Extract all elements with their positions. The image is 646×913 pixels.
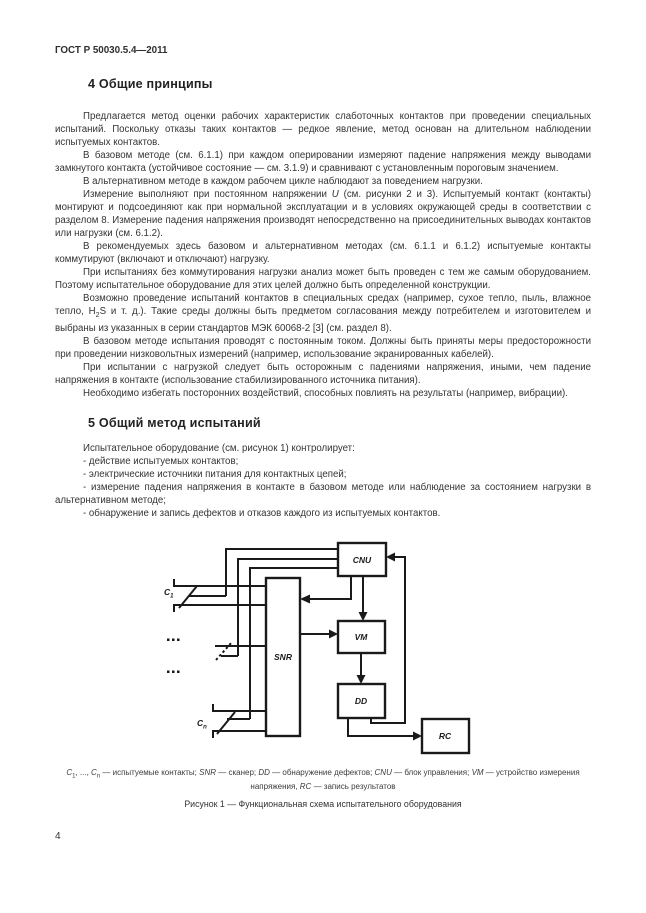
arrow-into-vm-top [359, 612, 368, 621]
rc-label: RC [438, 730, 452, 741]
mid-lever-dashed [216, 642, 232, 660]
paragraph [55, 468, 591, 481]
text-segment: В альтернативном методе в каждом рабочем цикле наблюдают за поведением нагрузки. [83, 176, 483, 187]
text-segment: В базовом методе (см. 6.1.1) при каждом оперировании измеряют падение напряжения между выводами замкнутого контакта (устойчивое состояние — см. 3.1.9) и сравнивают с установленным пороговым значением. [55, 150, 591, 174]
document-code-header: ГОСТ Р 50030.5.4—2011 [55, 45, 168, 56]
text-segment: C [66, 767, 73, 777]
paragraph [55, 110, 591, 149]
paragraph [55, 175, 591, 188]
text-segment: — обнаружение дефектов; [269, 767, 375, 777]
text-segment: В базовом методе испытания проводят с постоянным током. Должны быть приняты меры предосторожности при проведении низковольтных измерений (например, использование экранированных кабелей). [55, 335, 591, 360]
c1-subscript: 1 [170, 593, 174, 600]
paragraph [55, 442, 591, 455]
paragraph [55, 481, 591, 507]
text-segment: SNR [199, 767, 217, 777]
ellipsis-dot [167, 670, 170, 673]
arrow-into-dd [357, 675, 366, 684]
cn-contact-label [197, 718, 207, 731]
text-segment: 1 [72, 773, 76, 780]
text-segment: - обнаружение и запись дефектов и отказов каждого из испытуемых контактов. [83, 507, 441, 519]
dd-label: DD [354, 695, 368, 706]
ellipsis-dot [167, 638, 170, 641]
text-segment: В рекомендуемых здесь базовом и альтернативном методах (см. 6.1.1 и 6.1.2) испытуемые контакты коммутируют (включают и отключают) нагрузку. [55, 241, 591, 265]
figure-caption: Рисунок 1 — Функциональная схема испытательного оборудования [184, 798, 462, 809]
paragraph [55, 149, 591, 175]
cnu-label: CNU [352, 554, 372, 565]
c1-top-lead [174, 579, 266, 586]
text-segment: RC [299, 781, 312, 791]
text-segment: S и т. д.). Такие среды должны быть предметом согласования между потребителем и изготовителем и выбраны из указанных в серии стандартов МЭК 60068-2 [3] (см. раздел 8). [55, 306, 591, 334]
ellipsis-dot [172, 638, 175, 641]
schematic-labels [164, 555, 452, 741]
cn-bottom-lead [213, 731, 266, 738]
c1-bottom-lead [174, 605, 266, 612]
ellipsis-dot [172, 670, 175, 673]
text-segment: U [331, 189, 339, 200]
text-segment: - электрические источники питания для контактных цепей; [83, 468, 347, 480]
arrow-into-vm-left [329, 629, 338, 638]
text-segment: - действие испытуемых контактов; [83, 455, 239, 467]
arrow-into-cnu [386, 552, 395, 561]
text-segment: n [96, 773, 101, 780]
paragraph [55, 188, 591, 240]
c1-letter: C [164, 586, 171, 597]
cnu-to-snr-wire [306, 576, 351, 599]
paragraph [55, 387, 591, 400]
paragraph [55, 361, 591, 387]
cn-subscript: n [203, 724, 207, 731]
text-segment: 2 [95, 311, 100, 319]
c1-contact-label [164, 587, 174, 600]
text-segment: — запись результатов [311, 781, 396, 791]
ellipsis-dot [177, 638, 180, 641]
text-segment: При испытаниях без коммутирования нагрузки анализ может быть проведен с тем же самым оборудованием. Поэтому испытательное оборудование для этих целей должно быть определенной конструкции. [55, 267, 591, 291]
section-5-heading: 5 Общий метод испытаний [88, 415, 261, 430]
text-segment: , ..., [75, 767, 92, 777]
schematic-boxes [266, 543, 469, 753]
paragraph [55, 266, 591, 292]
paragraph [55, 507, 591, 520]
paragraph [55, 240, 591, 266]
text-segment: — сканер; [216, 767, 259, 777]
text-segment: C [91, 767, 97, 777]
arrow-into-rc [413, 731, 422, 740]
figure-legend [63, 768, 583, 792]
ellipsis-dot [177, 670, 180, 673]
paragraph [55, 335, 591, 361]
text-segment: Возможно проведение испытаний контактов в специальных средах (например, сухое тепло, пыль, влажное тепло, H [55, 293, 591, 317]
text-segment: Предлагается метод оценки рабочих характеристик слаботочных контактов при проведении специальных испытаний. Поскольку отказы таких контактов — редкое явление, метод основан на длительном наблюдении испытуемых контактов. [55, 111, 591, 148]
page-number: 4 [55, 831, 61, 842]
text-segment: VM [471, 767, 484, 777]
paragraph [55, 455, 591, 468]
vm-label: VM [354, 631, 368, 642]
text-segment: - измерение падения напряжения в контакте в базовом методе или наблюдение за состоянием нагрузки в альтернативном методе; [55, 481, 591, 506]
text-segment: (см. рисунки 2 и 3). Испытуемый контакт (контакты) монтируют и подсоединяют как при нормальной эксплуатации и в условиях окружающей среды в соответствии с разделом 8. Измерение падения напряжения производят непосредственно на присоединительных выводах контактов или нагрузки (см. 6.1.2). [55, 189, 591, 239]
text-segment: Измерение выполняют при постоянном напряжении [83, 189, 332, 200]
paragraph [55, 292, 591, 335]
text-segment: Необходимо избегать посторонних воздействий, способных повлиять на результаты (например, вибрации). [83, 387, 568, 399]
text-segment: CNU [374, 767, 392, 777]
text-segment: При испытании с нагрузкой следует быть осторожным с падениями напряжения, иными, чем падение напряжения в контакте (использование стабилизированного источника питания). [55, 361, 591, 386]
text-segment: — блок управления; [391, 767, 472, 777]
text-segment: — испытуемые контакты; [100, 767, 200, 777]
cn-top-lead [213, 704, 266, 711]
arrow-into-snr [300, 594, 310, 603]
snr-label: SNR [274, 651, 292, 662]
section-4-body [55, 110, 591, 400]
figure-1 [55, 536, 591, 809]
section-5-body [55, 442, 591, 520]
test-equipment-schematic [153, 536, 493, 761]
text-segment: — устройство измерения напряжения, [250, 767, 580, 791]
text-segment: DD [258, 767, 270, 777]
text-segment: Испытательное оборудование (см. рисунок 1) контролирует: [83, 442, 355, 454]
section-4-heading: 4 Общие принципы [88, 77, 213, 91]
cn-letter: C [197, 717, 204, 728]
